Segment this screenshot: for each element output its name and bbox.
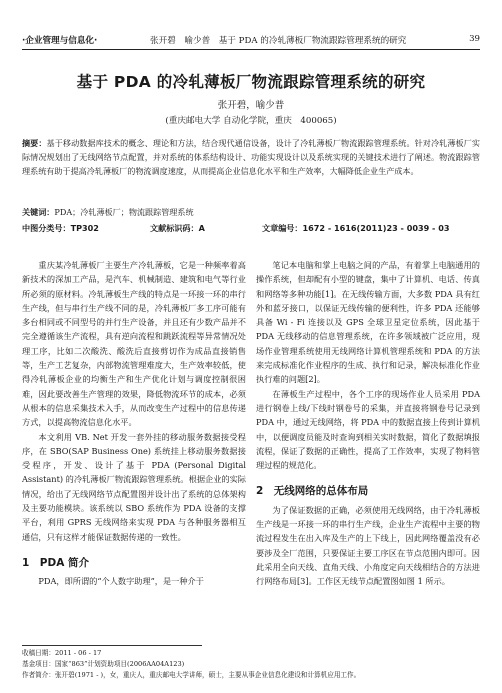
section-heading-1: 1 PDA 简介	[22, 556, 89, 569]
abstract-text: 基于移动数据库技术的概念、理论和方法，结合现代通信设备，设计了冷轧薄板厂物流跟踪管理系统。针对冷轧薄板厂实际情况规划出了无线网络节点配置，并对系统的体系结构设计、功能实现设计以及系统实现的关键技术进行了阐述。物流跟踪管理系统有助于提高冷轧薄板厂的物流调度速度，从而提高企业信息化水平和生产效率，大幅降低企业生产成本。	[22, 138, 480, 176]
header-rule	[22, 49, 480, 50]
article-number: 文章编号：1672 - 1616(2011)23 - 0039 - 03	[262, 223, 450, 233]
paragraph: 本文利用 VB. Net 开发一套外挂的移动服务数据接受程序，在 SBO(SAP Business One) 系统挂上移动服务数据接受程序，开发、设计了基于 PDA (Personal Digital Assistant) 的冷轧薄板厂物流跟踪管理系统。根据企业的实际情况，给出了无线网络节点配置图并设计出了系统的总体架构及主要功能模块。该系统以 SBO 系统作为 PDA 设备的支撑平台，利用 GPRS 无线网络来实现 PDA 与各种服务器相互通信，只有这样才能保证数据传递的一致性。	[22, 431, 246, 542]
paper-affiliation: (重庆邮电大学 自动化学院，重庆 400065)	[165, 116, 337, 126]
paragraph: 重庆某冷轧薄板厂主要生产冷轧薄板，它是一种频率着高新技术的深加工产品，是汽车、机械制造、建筑和电气等行业所必须的原材料。冷轧薄板生产线的特点是一环接一环的串行生产线，但与串行生产线不同的是，冷轧薄板厂多工序可能有多台相同或不同型号的并行生产设备，并且还有少数产品并不完全遵循该生产流程，具有逆向流程和跳跃流程等异常情况处理工序，比如二次酸洗、酸洗后直接剪切作为成品直接销售等，生产工艺复杂，内部物流管理难度大，生产效率较低，使得冷轧薄板企业的均衡生产和生产优化计划与调度控制很困难，因此要改善生产管理的效果，降低物流环节的成本，必须从根本的信息采集技术入手，从而改变生产过程中的信息传递方式，以提高物流信息化水平。	[22, 260, 246, 428]
footnote-rule	[22, 645, 202, 646]
classification-line	[22, 223, 480, 235]
footnote-author: 作者简介：张开碧(1971 - )，女，重庆人，重庆邮电大学讲师，硕士，主要从事企业信息化建设和计算机应用工作。	[22, 671, 361, 679]
footnote-fund: 基金项目：国家“863”计划资助项目(2006AA04A123)	[22, 660, 185, 668]
keywords	[22, 207, 480, 218]
footnote-received: 收稿日期：2011 - 06 - 17	[22, 649, 102, 657]
body-column-left	[22, 258, 246, 589]
paper-authors: 张开碧，喻少普	[217, 100, 285, 111]
clc-number: 中图分类号：TP302	[22, 223, 99, 233]
running-header	[22, 34, 480, 48]
paragraph: 在薄板生产过程中，各个工序的现场作业人员采用 PDA 进行钢卷上线/下线时钢卷号的采集，并直接将钢卷号记录到 PDA 中，通过无线网络，将 PDA 中的数据直接上传到计算机中，以便调度员能及时查询到相关实时数据，简化了数据填报流程，保证了数据的正确性，提高了工作效率，实现了物料管理过程的规范化。	[256, 388, 480, 471]
abstract	[22, 137, 480, 179]
keywords-text: PDA；冷轧薄板厂；物流跟踪管理系统	[54, 207, 194, 217]
section-heading-2: 2 无线网络的总体布局	[256, 485, 369, 498]
page-number: 39	[469, 34, 480, 44]
keywords-label: 关键词：	[22, 207, 55, 217]
abstract-label: 摘要：	[22, 138, 47, 148]
paragraph: PDA，即所谓的“个人数字助理”，是一种介于	[38, 576, 204, 587]
body-column-right	[256, 258, 480, 589]
paragraph: 笔记本电脑和掌上电脑之间的产品，有着掌上电脑通用的操作系统，但却配有小型的键盘，集中了计算机、电话、传真和网络等多种功能[1]。在无线传输方面，大多数 PDA 具有红外和蓝牙接口，以保证无线传输的便利性，许多 PDA 还能够具备 Wi - Fi 连接以及 GPS 全球卫星定位系统，因此基于 PDA 无线移动的信息管理系统，在许多领域被广泛应用，现场作业管理系统使用无线网络计算机管理系统和 PDA 的方法来完成标准化作业程序的生成、执行和记录，解决标准化作业执行难的问题[2]。	[256, 260, 480, 385]
running-title: 张开碧 喻少普 基于 PDA 的冷轧薄板厂物流跟踪管理系统的研究	[150, 36, 407, 46]
document-code: 文献标识码：A	[150, 223, 205, 233]
paper-title: 基于 PDA 的冷轧薄板厂物流跟踪管理系统的研究	[76, 73, 426, 91]
paragraph: 为了保证数据的正确，必须使用无线网络，由于冷轧薄板生产线是一环接一环的串行生产线，企业生产流程中主要的物流过程发生在出入库及生产的上下线上，因此网络覆盖没有必要涉及全厂范围，只要保证主要工序区在节点范围内即可。因此采用全向天线、直角天线、小角度定向天线相结合的方法进行网络布局[3]。工作区无线节点配置图如图 1 所示。	[256, 504, 480, 587]
journal-section: ·企业管理与信息化·	[22, 36, 98, 46]
